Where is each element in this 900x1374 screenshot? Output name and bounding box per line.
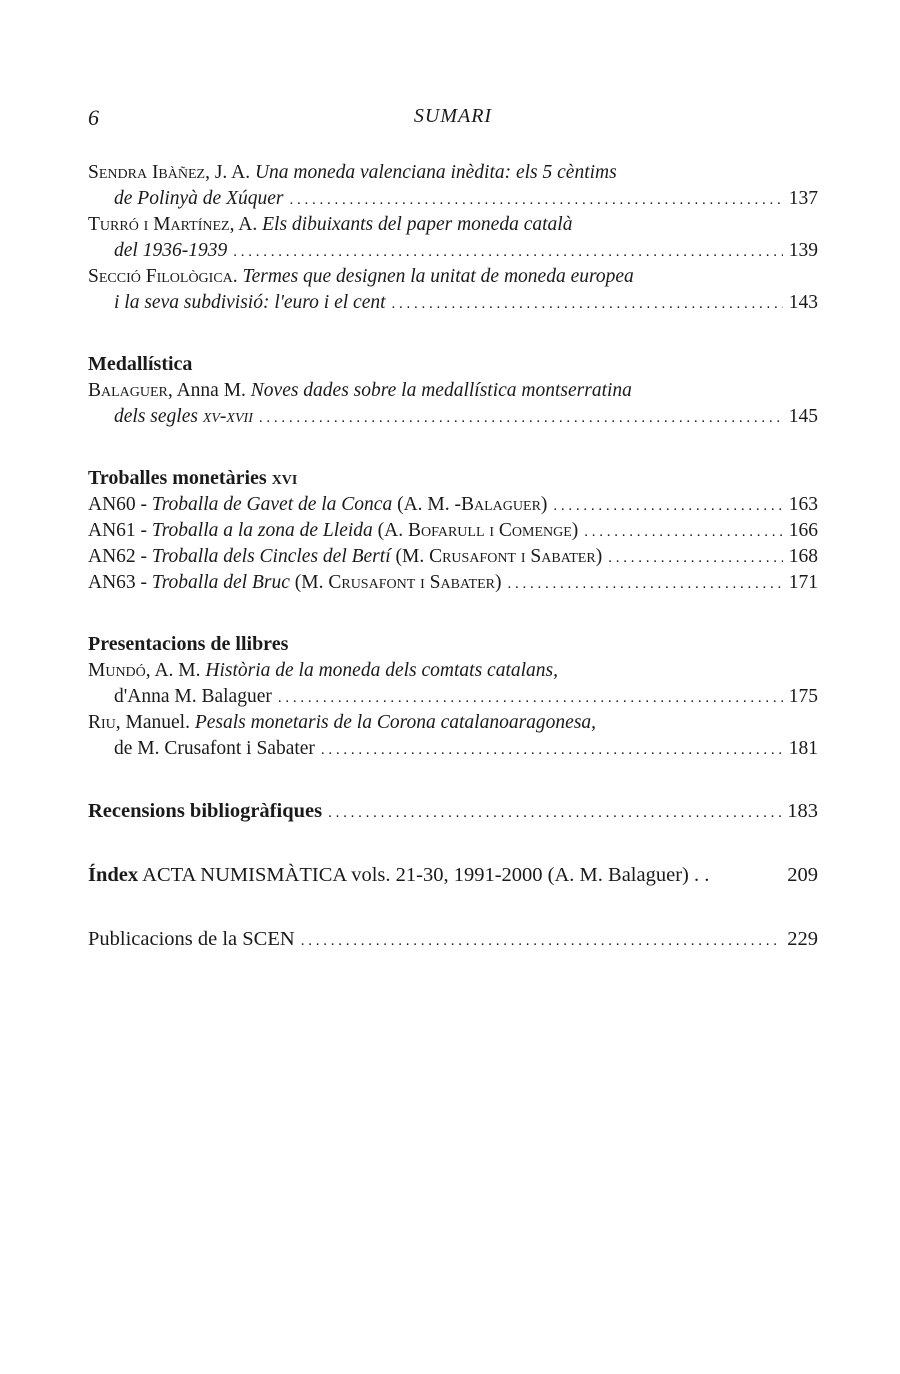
entry-page: 139 <box>788 240 818 261</box>
entry-page: 145 <box>788 406 818 427</box>
entry-author: Bofarull i Comenge <box>407 520 572 541</box>
toc-entry-line <box>88 160 818 186</box>
entry-author-suffix: ) <box>571 520 579 541</box>
page-header <box>88 105 818 135</box>
entry-title: Troballa del Bruc <box>151 572 290 593</box>
leader-dots <box>301 926 782 956</box>
toc-entry-line <box>88 404 818 430</box>
entry-author: Turró i Martínez, A. <box>88 214 258 235</box>
entry-title: Pesals monetaris de la Corona catalanoaragonesa, <box>194 712 597 733</box>
leader-dots <box>278 685 783 711</box>
section-heading-medallistica: Medallística <box>88 353 193 375</box>
entry-author-prefix: (A. <box>377 520 404 541</box>
entry-author-rest: Manuel. <box>125 712 190 733</box>
entry-title: Troballa de Gavet de la Conca <box>151 494 393 515</box>
entry-page: 168 <box>788 546 818 567</box>
leader-dots <box>328 798 781 828</box>
entry-title-centuries: xv-xvii <box>202 406 253 427</box>
page-number: 6 <box>88 105 99 130</box>
entry-title: i la seva subdivisió: l'euro i el cent <box>114 292 386 313</box>
section-heading-recensions: Recensions bibliogràfiques <box>88 800 323 822</box>
entry-author: Sendra Ibàñez, J. A. <box>88 162 251 183</box>
entry-title: Una moneda valenciana inèdita: els 5 cèntims <box>254 162 617 183</box>
entry-page: 143 <box>788 292 818 313</box>
entry-title: Els dibuixants del paper moneda català <box>262 214 573 235</box>
leader-dots <box>553 493 782 519</box>
entry-title: Troballa dels Cincles del Bertí <box>151 546 391 567</box>
finding-code: AN63 - <box>88 572 148 593</box>
entry-page: 163 <box>788 494 818 515</box>
entry-page: 209 <box>787 864 818 886</box>
leader-dots <box>584 519 782 545</box>
toc-entry-line <box>88 378 818 404</box>
entry-title: de Polinyà de Xúquer <box>114 188 284 209</box>
entry-book-author: de M. Crusafont i Sabater <box>114 738 315 759</box>
toc-entry-line <box>88 238 818 264</box>
toc-entry-line <box>88 658 818 684</box>
section-heading-number: xvi <box>271 467 298 489</box>
toc-entry-line <box>88 710 818 736</box>
toc-entry-line <box>88 186 818 212</box>
section-heading-text: Troballes monetàries <box>88 467 267 489</box>
publicacions-label: Publicacions de la SCEN <box>88 928 295 950</box>
entry-title: Termes que designen la unitat de moneda europea <box>242 266 634 287</box>
toc-entry-line <box>88 264 818 290</box>
toc-entry-index <box>88 860 818 890</box>
toc-entry-line <box>88 518 818 544</box>
entry-page: 137 <box>788 188 818 209</box>
entry-author: Mundó, <box>88 660 151 681</box>
entry-author-suffix: ) <box>595 546 603 567</box>
leader-dots <box>608 545 783 571</box>
section-heading-troballes <box>88 464 818 492</box>
finding-code: AN60 - <box>88 494 148 515</box>
toc-entry-line <box>88 684 818 710</box>
entry-page: 229 <box>787 928 818 950</box>
entry-author-suffix: ) <box>494 572 502 593</box>
leader-dots <box>507 571 782 597</box>
table-of-contents <box>88 160 818 954</box>
entry-author: Balaguer <box>461 494 541 515</box>
entry-title: dels segles <box>114 406 198 427</box>
entry-page: 171 <box>788 572 818 593</box>
toc-entry-line <box>88 212 818 238</box>
leader-dots <box>259 405 783 431</box>
entry-title: del 1936-1939 <box>114 240 228 261</box>
toc-entry-line <box>88 290 818 316</box>
toc-entry-publicacions <box>88 924 818 954</box>
finding-code: AN61 - <box>88 520 148 541</box>
entry-author: Balaguer, <box>88 380 173 401</box>
entry-title: Noves dades sobre la medallística montserratina <box>250 380 632 401</box>
running-title: SUMARI <box>413 105 493 127</box>
leader-dots <box>290 187 783 213</box>
entry-author: Riu, <box>88 712 121 733</box>
entry-author-prefix: (M. <box>294 572 324 593</box>
leader-dots <box>321 737 783 763</box>
entry-author-rest: A. M. <box>154 660 201 681</box>
entry-page: 166 <box>788 520 818 541</box>
entry-page: 183 <box>787 800 818 822</box>
section-heading-index: Índex <box>88 864 139 886</box>
section-heading-presentacions: Presentacions de llibres <box>88 633 289 655</box>
toc-entry-line <box>88 570 818 596</box>
entry-author-prefix: (A. M. - <box>397 494 462 515</box>
entry-author-rest: Anna M. <box>176 380 246 401</box>
entry-author: Crusafont i Sabater <box>429 546 596 567</box>
entry-title: Història de la moneda dels comtats catalans, <box>205 660 558 681</box>
toc-entry-recensions <box>88 796 818 826</box>
entry-book-author: d'Anna M. Balaguer <box>114 686 272 707</box>
entry-page: 181 <box>788 738 818 759</box>
entry-author-prefix: (M. <box>395 546 425 567</box>
leader-dots <box>233 239 783 265</box>
entry-page: 175 <box>788 686 818 707</box>
entry-author: Crusafont i Sabater <box>328 572 495 593</box>
finding-code: AN62 - <box>88 546 148 567</box>
leader-dots <box>392 291 783 317</box>
entry-author-suffix: ) <box>540 494 548 515</box>
entry-title: Troballa a la zona de Lleida <box>151 520 373 541</box>
toc-entry-line <box>88 736 818 762</box>
entry-author: Secció Filològica. <box>88 266 238 287</box>
toc-entry-line <box>88 492 818 518</box>
toc-entry-line <box>88 544 818 570</box>
index-description: ACTA NUMISMÀTICA vols. 21-30, 1991-2000 (A. M. Balaguer) . . <box>142 864 710 886</box>
